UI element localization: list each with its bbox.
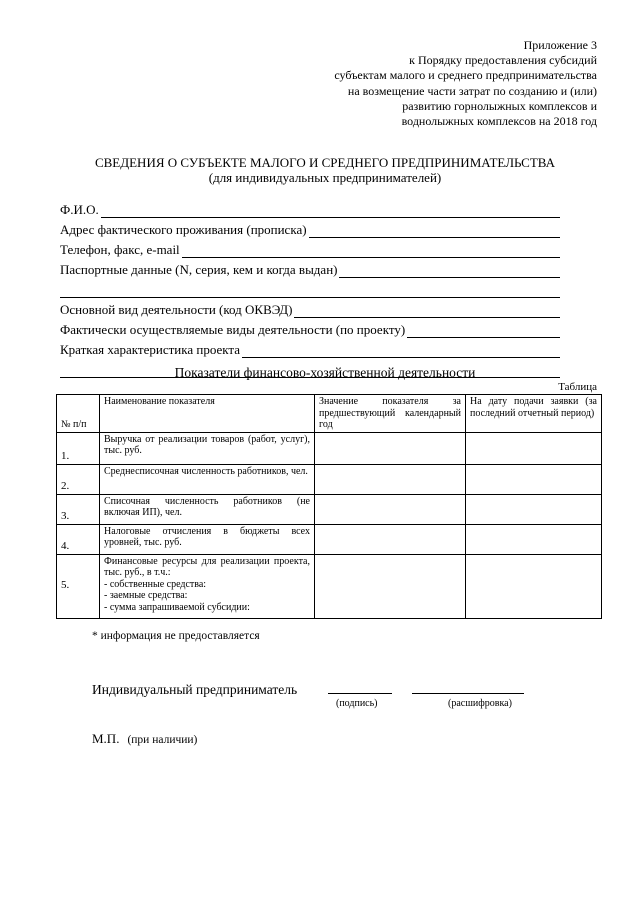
appendix-header xyxy=(277,38,597,129)
header-prev-year: Значение показателя за предшествующий календарный год xyxy=(315,395,466,433)
row-num: 1. xyxy=(57,432,100,464)
field-project-summary[interactable] xyxy=(60,338,560,358)
header-name: Наименование показателя xyxy=(100,395,315,433)
row-num: 3. xyxy=(57,494,100,524)
fill-line[interactable] xyxy=(182,244,560,258)
appendix-line: Приложение 3 xyxy=(523,38,597,52)
field-label: Телефон, факс, e-mail xyxy=(60,242,180,257)
value-cell-prev[interactable] xyxy=(315,432,466,464)
field-contacts[interactable] xyxy=(60,238,560,258)
decode-caption: (расшифровка) xyxy=(448,698,512,709)
value-cell-current[interactable] xyxy=(466,494,602,524)
row-sub-item: - сумма запрашиваемой субсидии: xyxy=(104,601,250,613)
indicators-table xyxy=(56,394,602,619)
stamp-area xyxy=(92,731,197,747)
appendix-line: воднолыжных комплексов на 2018 год xyxy=(401,114,597,129)
row-name-text: Финансовые ресурсы для реализации проекта, тыс. руб., в т.ч.: xyxy=(104,555,310,578)
table-row xyxy=(57,494,602,524)
value-cell-current[interactable] xyxy=(466,432,602,464)
table-header-row xyxy=(57,395,602,433)
row-name: Выручка от реализации товаров (работ, услуг), тыс. руб. xyxy=(100,432,315,464)
appendix-line: на возмещение части затрат по созданию и (или) xyxy=(347,83,597,98)
fill-line[interactable] xyxy=(294,304,560,318)
header-current: На дату подачи заявки (за последний отчетный период) xyxy=(466,395,602,433)
fill-line[interactable] xyxy=(339,264,560,278)
stamp-note: (при наличии) xyxy=(127,734,198,746)
table-row xyxy=(57,524,602,554)
signature-line[interactable] xyxy=(328,693,392,694)
appendix-line: к Порядку предоставления субсидий xyxy=(409,53,597,68)
fill-line[interactable] xyxy=(309,224,560,238)
field-fio[interactable] xyxy=(60,198,560,218)
stamp-label: М.П. xyxy=(92,731,120,746)
row-num: 2. xyxy=(57,464,100,494)
value-cell-current[interactable] xyxy=(466,464,602,494)
value-cell-current[interactable] xyxy=(466,554,602,618)
field-passport-continued[interactable] xyxy=(60,278,560,298)
applicant-fields xyxy=(60,198,560,378)
field-label: Ф.И.О. xyxy=(60,202,99,217)
title-line-1: СВЕДЕНИЯ О СУБЪЕКТЕ МАЛОГО И СРЕДНЕГО ПРЕДПРИНИМАТЕЛЬСТВА xyxy=(94,155,556,170)
decode-line[interactable] xyxy=(412,693,524,694)
value-cell-prev[interactable] xyxy=(315,494,466,524)
field-label: Паспортные данные (N, серия, кем и когда выдан) xyxy=(60,262,338,277)
appendix-line: субъектам малого и среднего предпринимательства xyxy=(334,68,597,83)
row-name: Налоговые отчисления в бюджеты всех уровней, тыс. руб. xyxy=(100,524,315,554)
fill-line[interactable] xyxy=(60,284,560,298)
value-cell-current[interactable] xyxy=(466,524,602,554)
fill-line[interactable] xyxy=(407,324,560,338)
row-name: Среднесписочная численность работников, чел. xyxy=(100,464,315,494)
field-label: Основной вид деятельности (код ОКВЭД) xyxy=(60,302,293,317)
value-cell-prev[interactable] xyxy=(315,524,466,554)
row-num xyxy=(57,554,100,618)
title-line-2: (для индивидуальных предпринимателей) xyxy=(208,170,442,185)
footnote: * информация не предоставляется xyxy=(92,630,260,642)
header-num: № п/п xyxy=(57,395,100,433)
field-activities[interactable] xyxy=(60,318,560,338)
row-num: 4. xyxy=(57,524,100,554)
fill-line[interactable] xyxy=(242,344,560,358)
signature-label: Индивидуальный предприниматель xyxy=(92,682,298,697)
value-cell-prev[interactable] xyxy=(315,464,466,494)
table-label: Таблица xyxy=(558,381,597,393)
field-address[interactable] xyxy=(60,218,560,238)
field-okved[interactable] xyxy=(60,298,560,318)
table-row xyxy=(57,432,602,464)
row-sub-item: - собственные средства: xyxy=(104,578,207,590)
signature-caption: (подпись) xyxy=(336,698,378,709)
row-sub-item: - заемные средства: xyxy=(104,590,188,601)
field-label: Краткая характеристика проекта xyxy=(60,342,241,357)
value-cell-prev[interactable] xyxy=(315,554,466,618)
appendix-line: развитию горнолыжных комплексов и xyxy=(402,98,597,113)
row-num-text: 5. xyxy=(61,579,70,592)
fill-line[interactable] xyxy=(101,204,560,218)
row-name xyxy=(100,554,315,618)
field-label: Фактически осуществляемые виды деятельности (по проекту) xyxy=(60,322,406,337)
table-row xyxy=(57,464,602,494)
table-row xyxy=(57,554,602,618)
section-title: Показатели финансово-хозяйственной деятельности xyxy=(174,365,476,380)
document-title xyxy=(60,155,590,185)
field-passport[interactable] xyxy=(60,258,560,278)
field-label: Адрес фактического проживания (прописка) xyxy=(60,222,307,237)
row-name: Списочная численность работников (не включая ИП), чел. xyxy=(100,494,315,524)
